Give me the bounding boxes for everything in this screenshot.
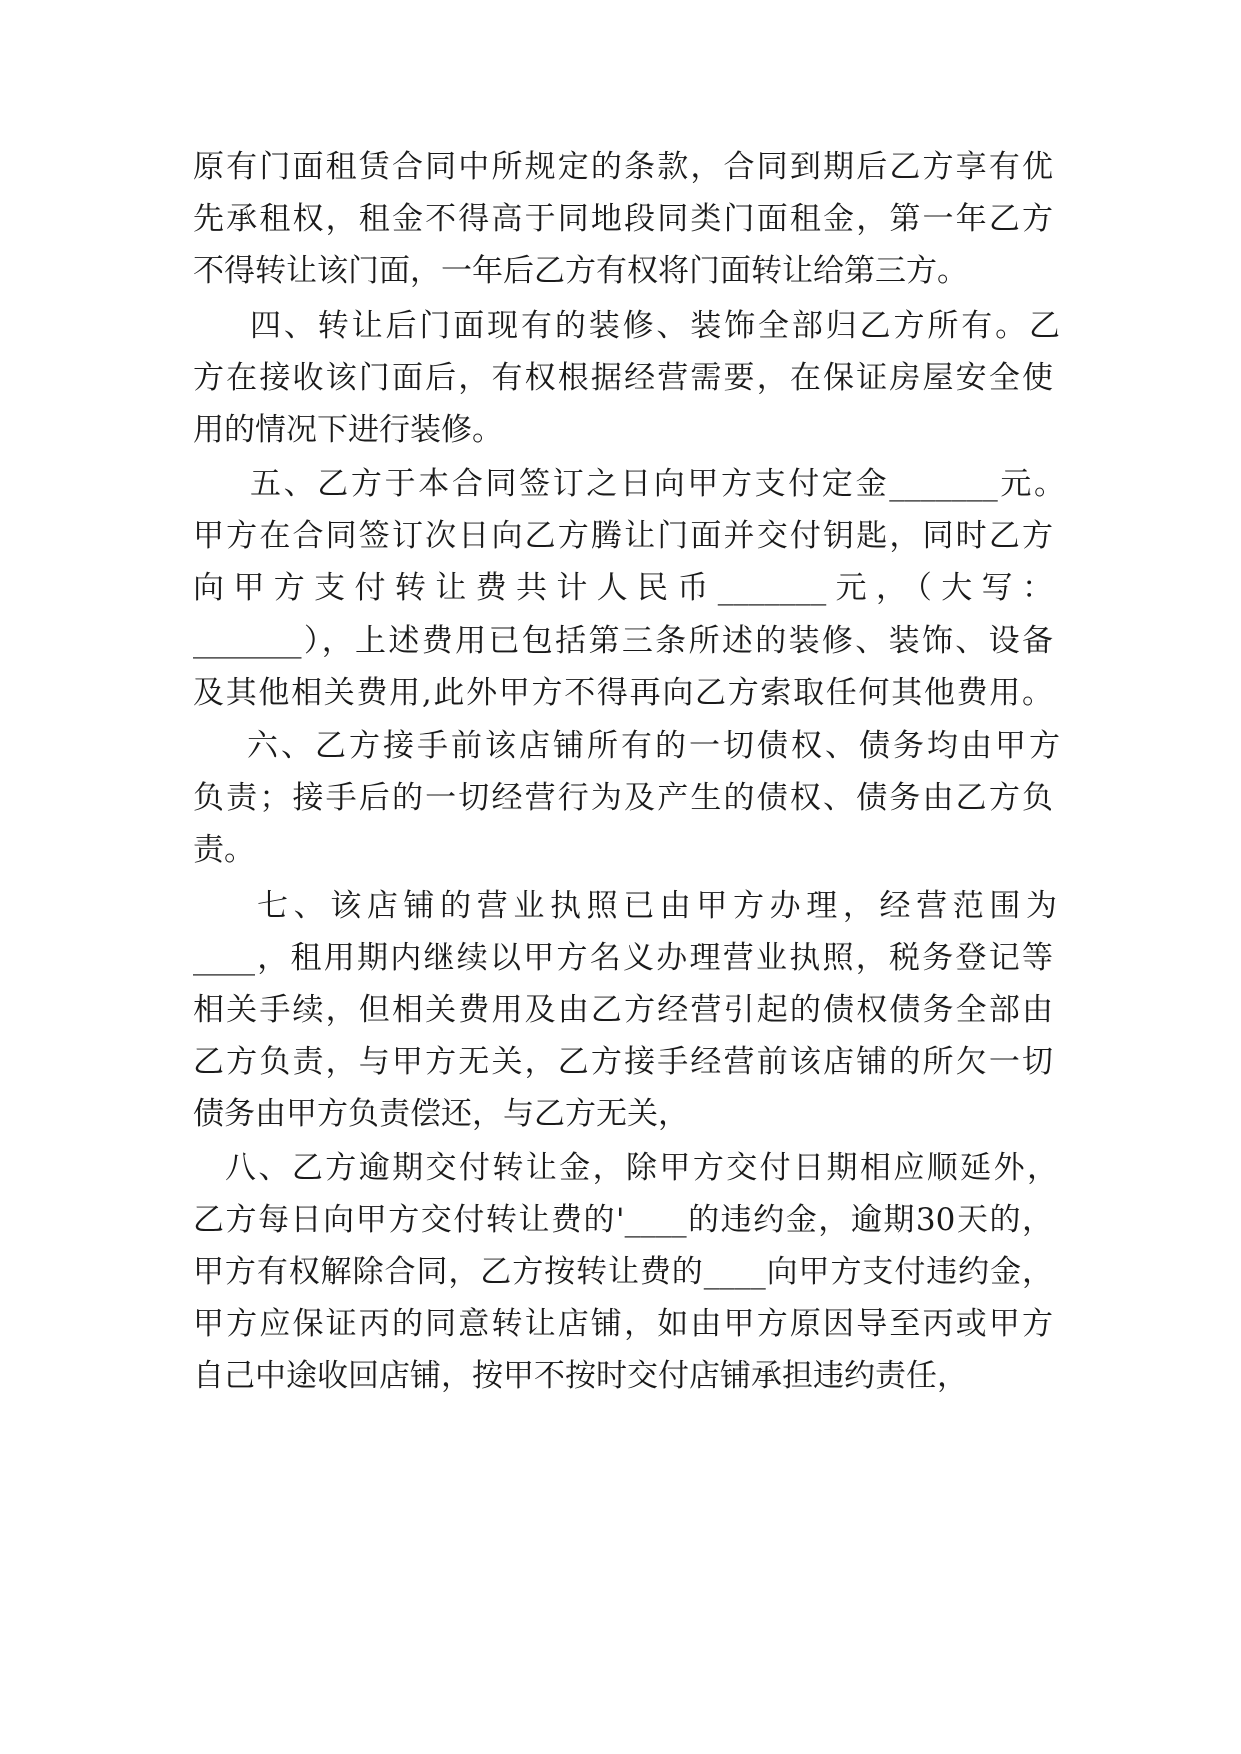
clause-seven-line: 七、该店铺的营业执照已由甲方办理，经营范围为: [257, 888, 1057, 924]
clause-four-line: 四、转让后门面现有的装修、装饰全部归乙方所有。乙: [250, 308, 1060, 344]
paragraph-line: 甲方在合同签订次日向乙方腾让门面并交付钥匙，同时乙方: [193, 518, 1053, 554]
clause-six-line: 六、乙方接手前该店铺所有的一切债权、债务均由甲方: [247, 728, 1060, 764]
paragraph-line: 不得转让该门面，一年后乙方有权将门面转让给第三方。: [193, 253, 968, 289]
clause-five-line: 五、乙方于本合同签订之日向甲方支付定金_______元。: [250, 466, 1065, 502]
paragraph-line: 相关手续，但相关费用及由乙方经营引起的债权债务全部由: [193, 992, 1053, 1028]
clause-eight-line: 八、乙方逾期交付转让金，除甲方交付日期相应顺延外，: [225, 1150, 1058, 1186]
paragraph-line: 向甲方支付转让费共计人民币_______元，（大写：: [193, 570, 1053, 606]
paragraph-line: 乙方负责，与甲方无关，乙方接手经营前该店铺的所欠一切: [193, 1044, 1053, 1080]
paragraph-line: 及其他相关费用,此外甲方不得再向乙方索取任何其他费用。: [193, 675, 1053, 711]
paragraph-line: 用的情况下进行装修。: [193, 412, 503, 448]
paragraph-line: 债务由甲方负责偿还，与乙方无关，: [193, 1096, 689, 1132]
paragraph-line: 甲方应保证丙的同意转让店铺，如由甲方原因导至丙或甲方: [193, 1306, 1053, 1342]
paragraph-line: 责。: [193, 832, 255, 868]
paragraph-line: _______），上述费用已包括第三条所述的装修、装饰、设备: [193, 623, 1053, 659]
paragraph-line: 负责；接手后的一切经营行为及产生的债权、债务由乙方负: [193, 780, 1053, 816]
paragraph-line: 方在接收该门面后，有权根据经营需要，在保证房屋安全使: [193, 360, 1053, 396]
paragraph-line: 自己中途收回店铺，按甲不按时交付店铺承担违约责任，: [193, 1358, 968, 1394]
paragraph-line: 乙方每日向甲方交付转让费的'____的违约金，逾期30天的，: [193, 1202, 1053, 1238]
paragraph-line: 原有门面租赁合同中所规定的条款，合同到期后乙方享有优: [193, 149, 1053, 185]
paragraph-line: 先承租权，租金不得高于同地段同类门面租金，第一年乙方: [193, 201, 1053, 237]
paragraph-line: 甲方有权解除合同，乙方按转让费的____向甲方支付违约金，: [193, 1254, 1053, 1290]
paragraph-line: ____，租用期内继续以甲方名义办理营业执照，税务登记等: [193, 940, 1053, 976]
